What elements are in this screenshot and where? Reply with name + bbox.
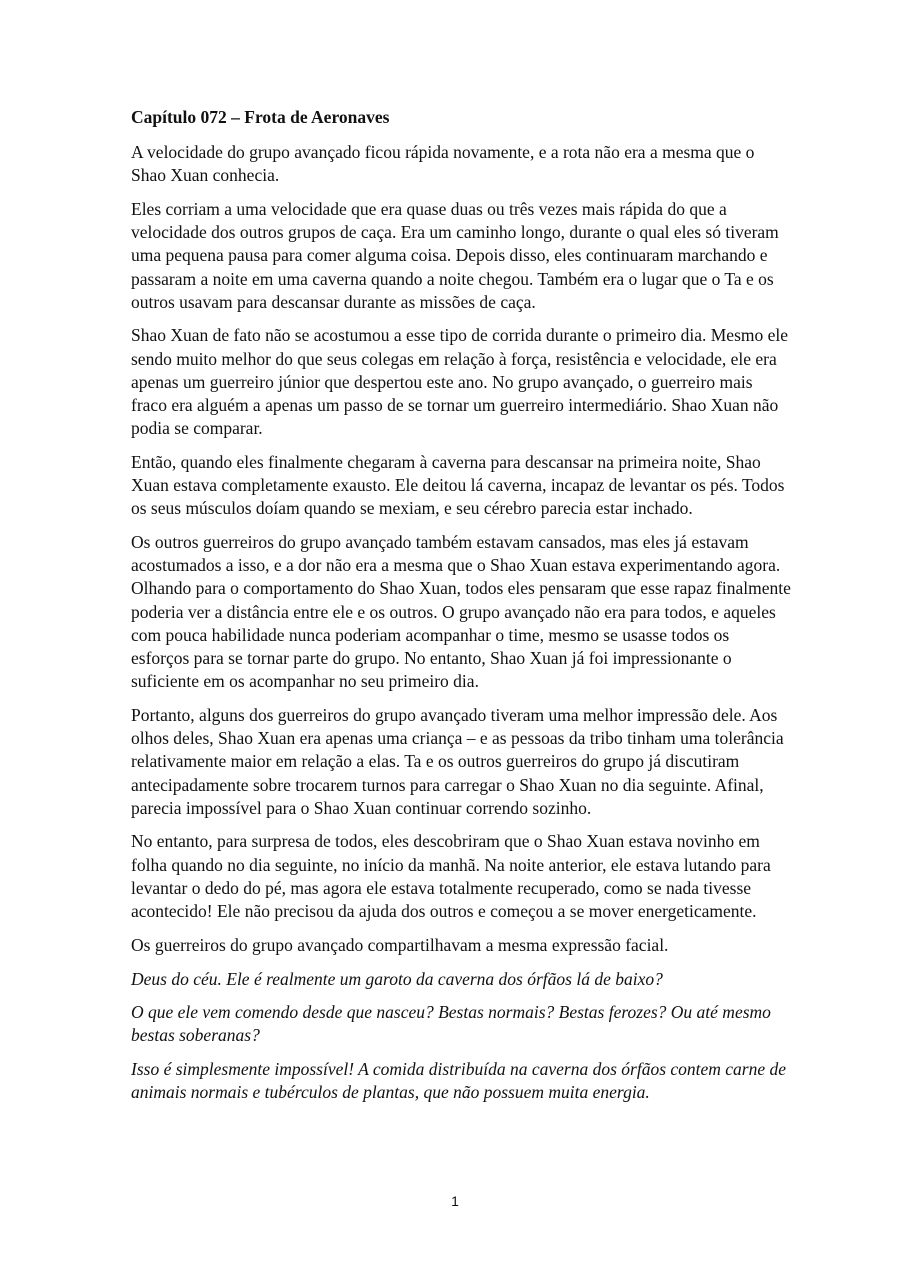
paragraph: No entanto, para surpresa de todos, eles descobriram que o Shao Xuan estava novinho em folha quando no dia seguinte, no início da manhã. Na noite anterior, ele estava lutando para levantar o dedo do pé, mas agora ele estava totalmente recuperado, como se nada tivesse acontecido! Ele não precisou da ajuda dos outros e começou a se mover energeticamente. [131, 831, 771, 922]
italic-paragraph: Deus do céu. Ele é realmente um garoto da caverna dos órfãos lá de baixo? [131, 968, 663, 989]
paragraph: Os guerreiros do grupo avançado compartilhavam a mesma expressão facial. [131, 934, 669, 955]
paragraph: Shao Xuan de fato não se acostumou a esse tipo de corrida durante o primeiro dia. Mesmo ele sendo muito melhor do que seus colegas em relação à força, resistência e velocidade, ele era apenas um guerreiro júnior que despertou este ano. No grupo avançado, o guerreiro mais fraco era alguém a apenas um passo de se tornar um guerreiro intermediário. Shao Xuan não podia se comparar. [131, 325, 789, 439]
paragraph: A velocidade do grupo avançado ficou rápida novamente, e a rota não era a mesma que o Shao Xuan conhecia. [131, 142, 755, 186]
paragraph: Portanto, alguns dos guerreiros do grupo avançado tiveram uma melhor impressão dele. Aos olhos deles, Shao Xuan era apenas uma criança – e as pessoas da tribo tinham uma tolerância relativamente maior em relação a elas. Ta e os outros guerreiros do grupo já discutiram antecipadamente sobre trocarem turnos para carregar o Shao Xuan no dia seguinte. Afinal, parecia impossível para o Shao Xuan continuar correndo sozinho. [131, 704, 784, 818]
paragraph: Então, quando eles finalmente chegaram à caverna para descansar na primeira noite, Shao Xuan estava completamente exausto. Ele deitou lá caverna, incapaz de levantar os pés. Todos os seus músculos doíam quando se mexiam, e seu cérebro parecia estar inchado. [131, 451, 785, 519]
chapter-title: Capítulo 072 – Frota de Aeronaves [131, 107, 390, 127]
page-number: 1 [451, 1193, 459, 1209]
paragraph-list [131, 141, 791, 1105]
italic-paragraph: Isso é simplesmente impossível! A comida distribuída na caverna dos órfãos contem carne de animais normais e tubérculos de plantas, que não possuem muita energia. [131, 1059, 787, 1103]
paragraph: Eles corriam a uma velocidade que era quase duas ou três vezes mais rápida do que a velocidade dos outros grupos de caça. Era um caminho longo, durante o qual eles só tiveram uma pequena pausa para comer alguma coisa. Depois disso, eles continuaram marchando e passaram a noite em uma caverna quando a noite chegou. Também era o lugar que o Ta e os outros usavam para descansar durante as missões de caça. [131, 198, 779, 312]
document-page [131, 106, 791, 1115]
italic-paragraph: O que ele vem comendo desde que nasceu? Bestas normais? Bestas ferozes? Ou até mesmo bestas soberanas? [131, 1002, 771, 1046]
paragraph: Os outros guerreiros do grupo avançado também estavam cansados, mas eles já estavam acostumados a isso, e a dor não era a mesma que o Shao Xuan estava experimentando agora. Olhando para o comportamento do Shao Xuan, todos eles pensaram que esse rapaz finalmente poderia ver a distância entre ele e os outros. O grupo avançado não era para todos, e aqueles com pouca habilidade nunca poderiam acompanhar o time, mesmo se usasse todos os esforços para se tornar parte do grupo. No entanto, Shao Xuan já foi impressionante o suficiente em os acompanhar no seu primeiro dia. [131, 532, 791, 692]
